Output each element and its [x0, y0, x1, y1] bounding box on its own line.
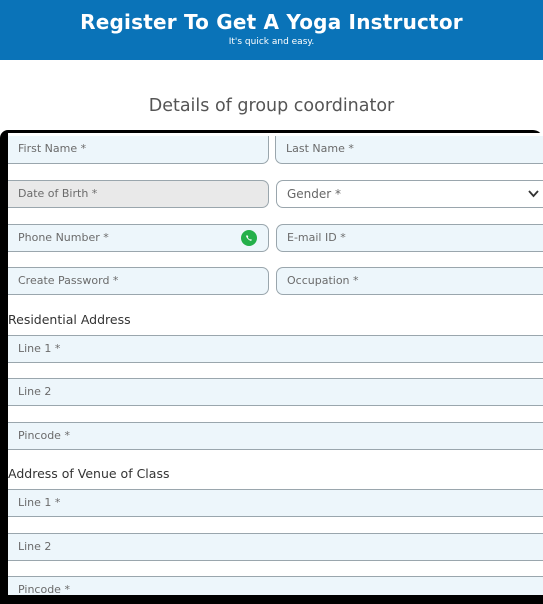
whatsapp-icon [241, 230, 257, 246]
phone-number-input[interactable] [8, 224, 269, 252]
residential-line2-input[interactable] [8, 378, 543, 406]
last-name-placeholder: Last Name * [286, 142, 354, 155]
gender-select[interactable] [276, 180, 543, 208]
venue-pincode-input[interactable] [8, 576, 543, 595]
first-name-placeholder: First Name * [18, 142, 87, 155]
occupation-input[interactable] [276, 267, 543, 295]
venue-line1-placeholder: Line 1 * [18, 496, 61, 509]
residential-pincode-input[interactable] [8, 422, 543, 450]
last-name-input[interactable] [275, 136, 543, 164]
venue-line2-placeholder: Line 2 [18, 540, 52, 553]
registration-form [8, 133, 543, 595]
venue-line1-input[interactable] [8, 489, 543, 517]
res-line1-placeholder: Line 1 * [18, 342, 61, 355]
res-line2-placeholder: Line 2 [18, 385, 52, 398]
res-pincode-placeholder: Pincode * [18, 429, 70, 442]
email-input[interactable] [276, 224, 543, 252]
section-title: Details of group coordinator [148, 96, 395, 116]
dob-placeholder: Date of Birth * [18, 187, 98, 200]
create-password-input[interactable] [8, 267, 269, 295]
gender-selected-value: Gender * [287, 187, 342, 201]
chevron-down-icon [528, 181, 539, 208]
banner-title: Register To Get A Yoga Instructor [80, 10, 463, 34]
first-name-input[interactable] [8, 136, 269, 164]
date-of-birth-input[interactable] [8, 180, 269, 208]
venue-address-label: Address of Venue of Class [8, 466, 170, 481]
password-placeholder: Create Password * [18, 274, 119, 287]
email-placeholder: E-mail ID * [287, 231, 346, 244]
venue-pincode-placeholder: Pincode * [18, 583, 70, 595]
venue-line2-input[interactable] [8, 533, 543, 561]
banner-subtitle: It's quick and easy. [228, 37, 315, 47]
residential-address-label: Residential Address [8, 312, 131, 327]
header-banner [0, 0, 543, 60]
residential-line1-input[interactable] [8, 335, 543, 363]
occupation-placeholder: Occupation * [287, 274, 359, 287]
phone-placeholder: Phone Number * [18, 231, 109, 244]
